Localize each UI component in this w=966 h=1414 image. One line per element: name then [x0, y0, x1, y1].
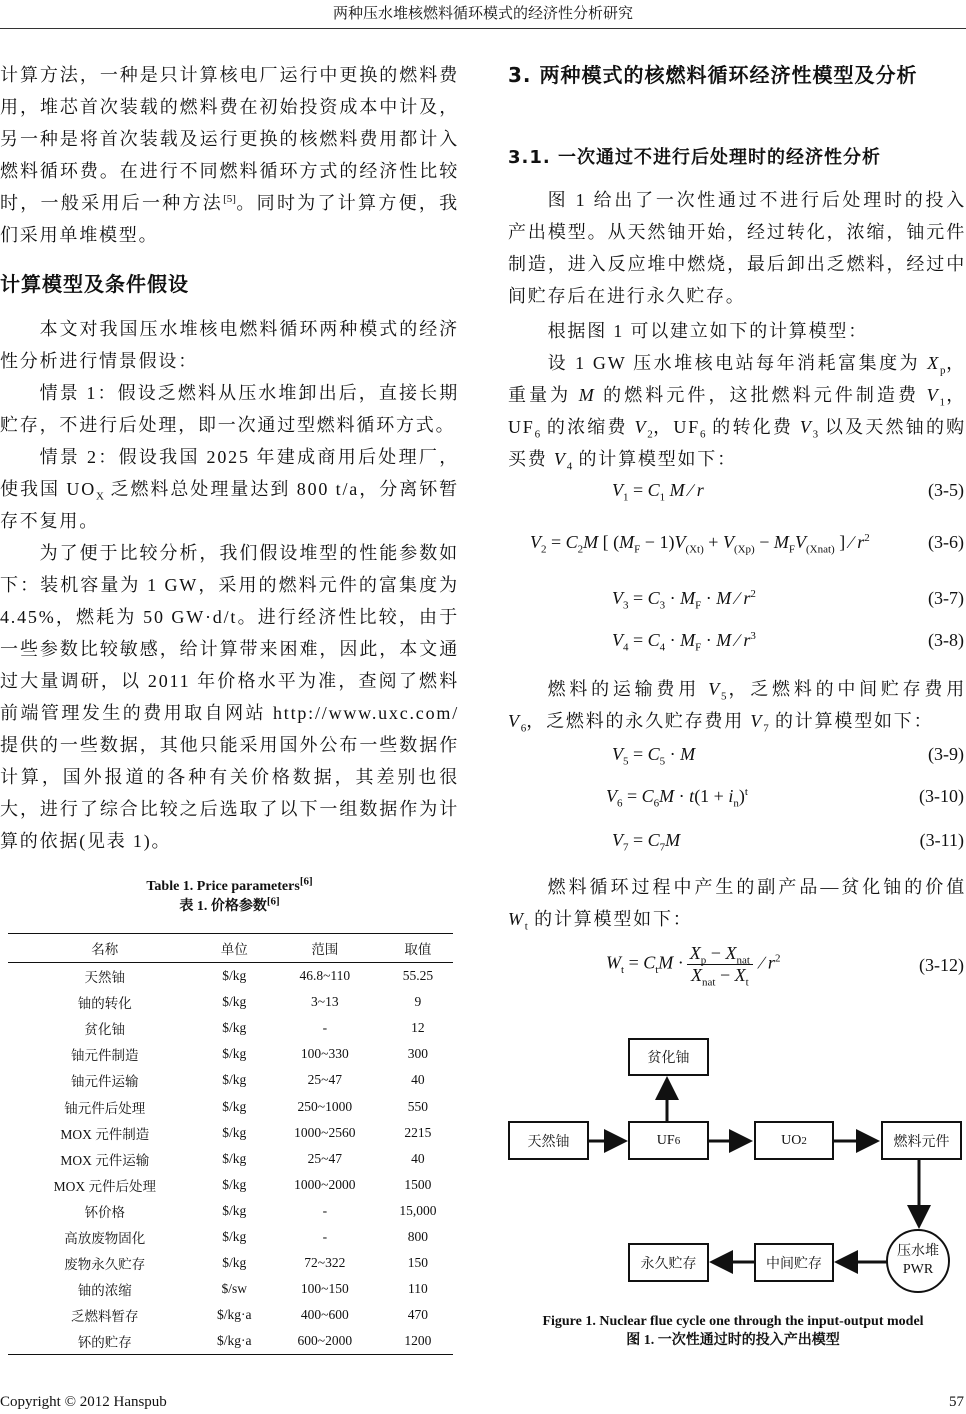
- table-cell: 15,000: [399, 1202, 437, 1218]
- text-run: 的燃料元件，这批燃料元件制造费: [595, 385, 927, 405]
- text-run: ∕: [684, 480, 697, 500]
- text-run: ·: [701, 630, 717, 650]
- subscript: 6: [653, 797, 660, 810]
- subscript: (Xnat): [806, 543, 835, 556]
- math-variable: X: [691, 965, 703, 985]
- table-cell: 3~13: [311, 994, 339, 1010]
- text-run: 以及天然铀的购买费: [508, 417, 966, 469]
- superscript: 3: [750, 630, 756, 642]
- citation: [6]: [299, 875, 313, 888]
- math-variable: V: [799, 417, 813, 437]
- citation: [6]: [266, 895, 280, 908]
- text-run: [ (: [598, 532, 620, 552]
- table-cell: $/kg: [222, 1020, 247, 1036]
- equation-number: (3-5): [928, 480, 964, 500]
- math-variable: M: [665, 830, 681, 850]
- math-variable: W: [606, 952, 621, 973]
- node-natural-uranium: 天然铀: [508, 1121, 589, 1160]
- subscript: 7: [623, 841, 629, 854]
- table-cell: 25~47: [307, 1072, 342, 1088]
- text-run: −: [706, 943, 726, 963]
- table-cell: 250~1000: [297, 1098, 353, 1114]
- node-depleted-uranium: 贫化铀: [628, 1038, 709, 1076]
- math-variable: i: [728, 786, 734, 806]
- math-variable: V: [612, 480, 623, 500]
- math-variable: C: [647, 480, 660, 500]
- table-cell: 2215: [404, 1124, 432, 1140]
- text-run: =: [628, 744, 648, 764]
- text-run: 设 1 GW 压水堆核电站每年消耗富集度为: [547, 353, 928, 373]
- math-variable: V: [750, 711, 764, 731]
- table-cell: $/kg: [222, 1176, 247, 1192]
- table-cell: -: [322, 1228, 328, 1244]
- table-cell: $/kg: [222, 1255, 247, 1271]
- table-cell: 1000~2000: [294, 1176, 356, 1192]
- text-run: ·: [665, 588, 681, 608]
- text-run: 根据图 1 可以建立如下的计算模型：: [547, 321, 868, 341]
- math-variable: r: [696, 480, 704, 500]
- subscript: 5: [659, 755, 666, 768]
- table-cell: 高放废物固化: [64, 1230, 146, 1246]
- figure-caption-en: Figure 1. Nuclear flue cycle one through the input-output model: [542, 1314, 924, 1329]
- table-cell: 46.8~110: [299, 968, 351, 984]
- text-run: ·: [665, 744, 681, 764]
- subscript: (Xt): [685, 543, 704, 556]
- subscript: 1: [659, 491, 666, 504]
- math-variable: V: [722, 532, 734, 552]
- figure-caption-zh: 图 1. 一次性通过时的投入产出模型: [626, 1333, 840, 1348]
- text-run: ∕: [731, 588, 744, 608]
- table-cell: 铀的浓缩: [77, 1283, 132, 1299]
- subscript: 2: [647, 428, 653, 441]
- superscript: 2: [774, 952, 781, 965]
- math-variable: W: [508, 909, 525, 929]
- math-variable: t: [689, 786, 695, 806]
- subscript: 2: [577, 543, 584, 556]
- text-run: =: [628, 588, 648, 608]
- subsection-heading: 3.1. 一次通过不进行后处理时的经济性分析: [508, 147, 881, 168]
- text-run: =: [628, 630, 648, 650]
- math-variable: M: [680, 588, 696, 608]
- table-cell: 废物永久贮存: [64, 1257, 146, 1273]
- text-run: =: [624, 952, 644, 973]
- table-cell: 800: [407, 1228, 429, 1244]
- node-pwr: [886, 1229, 950, 1293]
- text-run: =: [628, 480, 648, 500]
- math-variable: V: [795, 532, 806, 552]
- equation-number: (3-11): [919, 830, 964, 850]
- math-variable: r: [767, 952, 775, 973]
- table-cell: 150: [407, 1255, 429, 1271]
- table-cell: MOX 元件运输: [60, 1152, 150, 1168]
- text-run: ·: [674, 786, 690, 806]
- subscript: 4: [623, 641, 629, 654]
- math-variable: V: [553, 449, 567, 469]
- table-cell: 470: [407, 1307, 429, 1323]
- math-variable: M: [658, 952, 674, 973]
- table-cell: $/sw: [221, 1281, 247, 1297]
- text-run: ): [738, 786, 745, 806]
- table-cell: $/kg·a: [216, 1333, 252, 1349]
- table-cell: 12: [411, 1020, 425, 1036]
- math-variable: C: [641, 786, 654, 806]
- math-variable: V: [508, 711, 521, 731]
- text-run: =: [628, 830, 648, 850]
- math-variable: V: [530, 532, 541, 552]
- math-variable: C: [647, 744, 660, 764]
- math-variable: C: [643, 952, 656, 973]
- table-cell: 钚的贮存: [77, 1335, 132, 1351]
- math-variable: M: [716, 630, 732, 650]
- table-cell: 600~2000: [297, 1333, 353, 1349]
- subscript: 1: [623, 491, 629, 504]
- math-variable: C: [647, 630, 660, 650]
- column-header: 单位: [220, 942, 248, 957]
- math-variable: M: [578, 385, 596, 405]
- math-variable: X: [927, 353, 940, 373]
- text-run: 计算方法，一种是只计算核电厂运行中更换的燃料费用，堆芯首次装载的燃料费在初始投资成本中计及，另一种是将首次装载及运行更换的核燃料费用都计入燃料循环费。在进行不同燃料循环方式的经济性比较时，一般采用后一种方法: [0, 65, 459, 213]
- text-run: ，乏燃料的永久贮存费用: [526, 711, 751, 731]
- copyright: Copyright © 2012 Hanspub: [0, 1394, 167, 1410]
- math-variable: C: [647, 830, 660, 850]
- subscript: F: [634, 543, 641, 556]
- math-variable: V: [612, 830, 623, 850]
- text-run: 燃料循环过程中产生的副产品—贫化铀的价值: [547, 877, 966, 897]
- text-run: =: [622, 786, 642, 806]
- math-variable: V: [612, 744, 623, 764]
- math-variable: X: [734, 965, 746, 985]
- math-variable: M: [773, 532, 789, 552]
- table-caption-en: Table 1. Price parameters: [146, 879, 300, 894]
- table-cell: $/kg: [222, 1098, 247, 1114]
- text-run: 乏燃料总处理量达到 800 t/a，分离钚暂存不复用。: [0, 479, 459, 531]
- math-variable: r: [743, 588, 751, 608]
- subscript: 6: [617, 797, 623, 810]
- table-cell: 1200: [404, 1333, 432, 1349]
- node-uo2: UO 2: [754, 1121, 834, 1160]
- table-cell: 72~322: [304, 1255, 346, 1271]
- math-variable: C: [565, 532, 578, 552]
- subscript: 5: [623, 755, 629, 768]
- column-header: 名称: [91, 942, 119, 957]
- table-cell: 100~330: [300, 1046, 349, 1062]
- table-cell: $/kg: [222, 1046, 247, 1062]
- table-cell: -: [322, 1202, 328, 1218]
- node-interim-storage: 中间贮存: [754, 1243, 834, 1282]
- subscript: F: [695, 599, 702, 612]
- math-variable: V: [612, 630, 623, 650]
- superscript: 2: [750, 588, 756, 600]
- equation-number: (3-10): [919, 786, 964, 806]
- math-variable: M: [716, 588, 732, 608]
- table-cell: $/kg: [222, 968, 247, 984]
- text-run: 情景 2：假设我国 2025 年建成商用后处理厂，使我国 UO: [0, 447, 459, 499]
- math-variable: M: [659, 786, 675, 806]
- math-variable: M: [619, 532, 635, 552]
- table-cell: $/kg: [222, 1228, 247, 1244]
- text-run: 燃料的运输费用: [547, 679, 709, 699]
- table-cell: $/kg·a: [216, 1307, 252, 1323]
- table-cell: 乏燃料暂存: [71, 1309, 139, 1325]
- subscript: n: [733, 797, 739, 810]
- text-run: ，重量为: [508, 353, 966, 405]
- math-variable: X: [725, 943, 737, 963]
- math-variable: M: [669, 480, 685, 500]
- superscript: [5]: [223, 193, 236, 205]
- table-cell: $/kg: [222, 1150, 247, 1166]
- table-cell: $/kg: [222, 1072, 247, 1088]
- superscript: 2: [864, 532, 870, 544]
- subscript: t: [655, 964, 659, 977]
- text-run: =: [546, 532, 566, 552]
- equation-number: (3-12): [919, 955, 964, 975]
- section-heading: 3. 两种模式的核燃料循环经济性模型及分析: [508, 63, 918, 87]
- table-cell: 铀元件制造: [71, 1048, 139, 1064]
- subscript: 1: [939, 396, 945, 409]
- text-run: 的计算模型如下：: [527, 909, 693, 929]
- table-cell: 550: [407, 1098, 429, 1114]
- text-run: 图 1 给出了一次性通过不进行后处理时的投入产出模型。从天然铀开始，经过转化，浓缩，铀元件制造，进入反应堆中燃烧，最后卸出乏燃料，经过中间贮存后在进行永久贮存。: [508, 190, 966, 306]
- text-run: 。同时为了计算方便，我们采用单堆模型。: [0, 193, 459, 245]
- table-cell: 100~150: [300, 1281, 349, 1297]
- text-run: ·: [665, 630, 681, 650]
- node-label: 压水堆: [897, 1244, 939, 1259]
- running-header: 两种压水堆核燃料循环模式的经济性分析研究: [332, 6, 633, 22]
- text-run: 情景 1：假设乏燃料从压水堆卸出后，直接长期贮存，不进行后处理，即一次通过型燃料循环方式。: [0, 383, 459, 435]
- subscript: 7: [659, 841, 666, 854]
- column-header: 取值: [404, 942, 432, 957]
- subscript: 6: [520, 722, 527, 735]
- table-cell: 9: [414, 994, 422, 1010]
- table-cell: -: [322, 1020, 328, 1036]
- text-run: ，UF: [508, 385, 966, 437]
- table-cell: 铀的转化: [77, 996, 132, 1012]
- math-variable: V: [708, 679, 722, 699]
- text-run: (1 +: [694, 786, 729, 806]
- math-variable: V: [674, 532, 686, 552]
- text-run: ·: [701, 588, 717, 608]
- subscript: F: [788, 543, 795, 556]
- subscript: t: [524, 920, 528, 933]
- table-cell: MOX 元件后处理: [53, 1178, 156, 1194]
- math-variable: V: [926, 385, 940, 405]
- math-variable: X: [689, 943, 701, 963]
- subscript: 4: [659, 641, 666, 654]
- math-variable: M: [583, 532, 599, 552]
- table-cell: 400~600: [300, 1307, 349, 1323]
- equation-number: (3-6): [928, 532, 964, 552]
- subscript: 3: [659, 599, 666, 612]
- node-label: UO: [781, 1132, 802, 1148]
- table-cell: 1000~2560: [294, 1124, 356, 1140]
- table-cell: 钚价格: [84, 1204, 126, 1220]
- math-variable: r: [743, 630, 751, 650]
- superscript: t: [744, 786, 748, 798]
- text-run: −: [754, 532, 774, 552]
- subscript: p: [700, 954, 707, 967]
- table-cell: 1500: [404, 1176, 432, 1192]
- subscript: 3: [812, 428, 819, 441]
- column-header: 范围: [311, 942, 339, 957]
- node-label: PWR: [902, 1262, 934, 1277]
- node-permanent-storage: 永久贮存: [628, 1243, 709, 1282]
- node-label: UF: [656, 1132, 675, 1148]
- equation-number: (3-8): [928, 630, 964, 650]
- text-run: ∕: [731, 630, 744, 650]
- subscript: 7: [763, 722, 769, 735]
- text-run: 的计算模型如下：: [572, 449, 737, 469]
- table-cell: MOX 元件制造: [60, 1126, 150, 1142]
- table-cell: 55.25: [402, 968, 434, 984]
- text-run: 本文对我国压水堆核电燃料循环两种模式的经济性分析进行情景假设：: [0, 319, 459, 371]
- text-run: − 1): [640, 532, 675, 552]
- table-cell: 天然铀: [84, 970, 126, 986]
- text-run: 的转化费: [705, 417, 800, 437]
- table-cell: $/kg: [222, 994, 247, 1010]
- subscript: t: [621, 964, 625, 977]
- table-cell: $/kg: [222, 1202, 247, 1218]
- node-fuel-element: 燃料元件: [881, 1121, 962, 1160]
- math-variable: C: [647, 588, 660, 608]
- table-cell: 铀元件运输: [71, 1074, 139, 1090]
- math-variable: V: [634, 417, 648, 437]
- subscript: 4: [566, 460, 573, 473]
- math-variable: V: [606, 786, 617, 806]
- subscript: F: [695, 641, 702, 654]
- subscript: nat: [702, 976, 716, 989]
- table-cell: 40: [411, 1072, 425, 1088]
- text-run: −: [715, 965, 735, 985]
- subscript: p: [939, 364, 946, 377]
- equation-number: (3-7): [928, 588, 964, 608]
- equation-number: (3-9): [928, 744, 964, 764]
- subscript: nat: [736, 954, 750, 967]
- text-run: ，UF: [652, 417, 701, 437]
- text-run: ] ∕: [834, 532, 858, 552]
- subscript: (Xp): [733, 543, 755, 556]
- subscript: 3: [623, 599, 629, 612]
- math-variable: V: [612, 588, 623, 608]
- text-run: 的计算模型如下：: [768, 711, 934, 731]
- text-run: ·: [673, 952, 684, 973]
- section-heading: 计算模型及条件假设: [0, 272, 189, 296]
- math-variable: r: [857, 532, 865, 552]
- text-run: ，乏燃料的中间贮存费用: [726, 679, 966, 699]
- text-run: ∕: [755, 952, 768, 973]
- table-cell: $/kg: [222, 1124, 247, 1140]
- text-run: 为了便于比较分析，我们假设堆型的性能参数如下：装机容量为 1 GW，采用的燃料元件的富集度为 4.45%，燃耗为 50 GW·d/t。进行经济性比较，由于一些参数比较敏感，给计算带来困难，因此，本文通过大量调研，以 2011 年价格水平为准，查阅了燃料前端管理发生的费用取自网站 http://www.uxc.com/提供的一些数据，其他只能采用国外公布一些数据作计算，国外报道的各种有关价格数据，其差别也很大，进行了综合比较之后选取了以下一组数据作为计算的依据(见表 1)。: [0, 543, 459, 851]
- subscript: 6: [700, 428, 706, 441]
- table-cell: 300: [407, 1046, 429, 1062]
- table-cell: 25~47: [307, 1150, 342, 1166]
- table-cell: 110: [408, 1281, 428, 1297]
- math-variable: M: [680, 744, 696, 764]
- table-cell: 贫化铀: [84, 1022, 126, 1038]
- figure-caption: [500, 1312, 966, 1350]
- text-run: +: [703, 532, 723, 552]
- node-uf6: UF 6: [628, 1121, 709, 1160]
- table-cell: 40: [411, 1150, 425, 1166]
- page-number: 57: [949, 1394, 964, 1410]
- table-cell: 铀元件后处理: [64, 1100, 146, 1116]
- subscript: 5: [721, 690, 727, 703]
- subscript: X: [96, 490, 104, 503]
- text-run: 的浓缩费: [540, 417, 635, 437]
- subscript: 2: [541, 543, 547, 556]
- subscript: 6: [534, 428, 541, 441]
- subscript: t: [745, 976, 749, 989]
- math-variable: M: [680, 630, 696, 650]
- table-caption-zh: 表 1. 价格参数: [179, 899, 267, 914]
